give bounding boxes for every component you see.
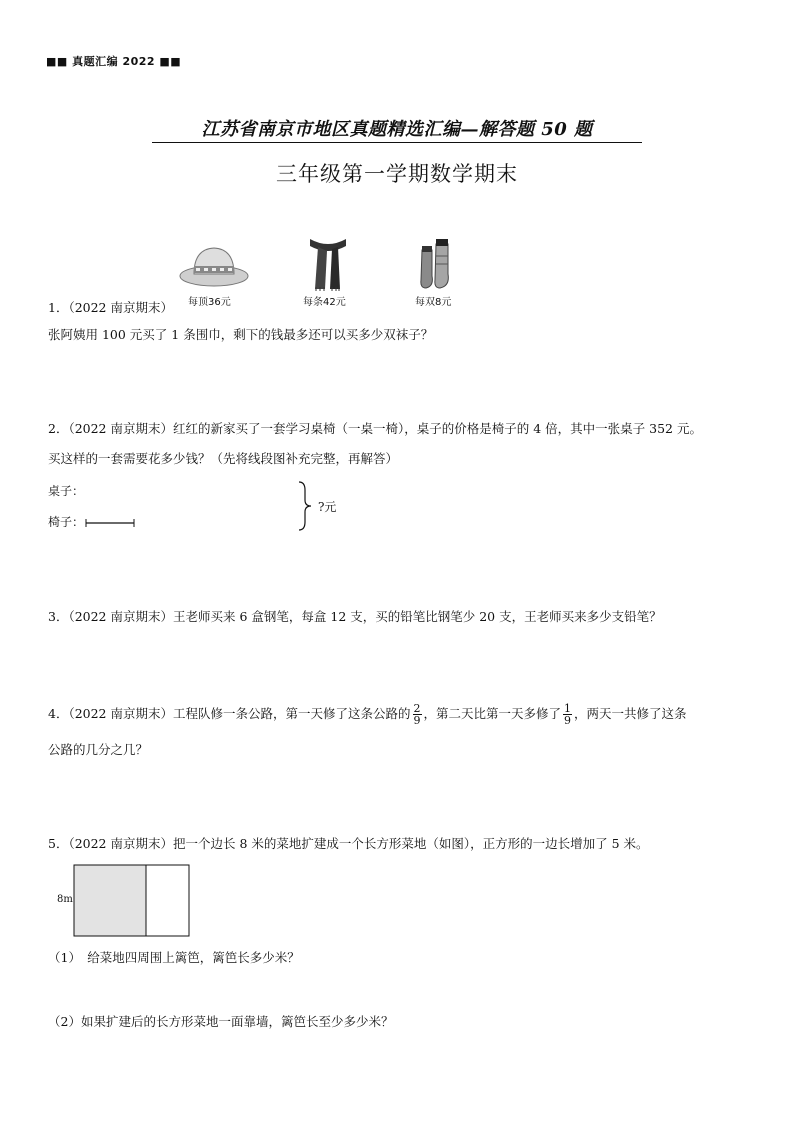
socks-price: 每双8元 [415,297,452,308]
q1-text: 张阿姨用 100 元买了 1 条围巾，剩下的钱最多还可以买多少双袜子？ [48,327,434,342]
total-brace [296,480,314,532]
q2-line1: 2．（2022 南京期末）红红的新家买了一套学习桌椅（一桌一椅），桌子的价格是椅子的 4 倍，其中一张桌子 352 元。 [48,421,702,436]
scarf-icon [306,235,350,293]
q2-line2: 买这样的一套需要花多少钱？（先将线段图补充完整，再解答） [48,451,399,466]
q4-part2: ，第二天比第一天多修了 [423,706,562,721]
document-title: 江苏省南京市地区真题精选汇编—解答题 50 题 [152,115,642,143]
q4-part1: 4．（2022 南京期末）工程队修一条公路，第一天修了这条公路的 [48,706,411,721]
q5-sub1: （1） 给菜地四周围上篱笆，篱笆长多少米？ [48,950,300,965]
q2-total-label: ?元 [318,500,337,514]
garden-diagram [73,864,191,938]
hat-icon [178,243,250,289]
q3-text: 3．（2022 南京期末）王老师买来 6 盒钢笔，每盒 12 支，买的铅笔比钢笔少 20 支，王老师买来多少支铅笔？ [48,609,662,624]
chair-segment [84,518,138,528]
q4-part3: ，两天一共修了这条 [574,706,687,721]
hat-price: 每顶36元 [188,297,231,308]
q2-desk-label: 桌子： [48,484,85,498]
q1-source: 1．（2022 南京期末） [48,300,173,315]
socks-icon [418,236,458,292]
q4-line1 [48,700,687,728]
q2-chair-label: 椅子： [48,515,85,529]
q4-fraction-1-9: $\frac{1}{9}$ [564,702,572,727]
q4-line2: 公路的几分之几？ [48,742,149,757]
q5-side-label: 8m [57,894,73,905]
q4-fraction-2-9: $\frac{2}{9}$ [413,702,421,727]
q5-text: 5．（2022 南京期末）把一个边长 8 米的菜地扩建成一个长方形菜地（如图），正方形的一边长增加了 5 米。 [48,836,649,851]
scarf-price: 每条42元 [303,297,346,308]
document-subtitle: 三年级第一学期数学期末 [276,162,518,186]
page-header: ■■ 真题汇编 2022 ■■ [46,55,182,68]
q5-sub2: （2）如果扩建后的长方形菜地一面靠墙，篱笆长至少多少米？ [48,1014,394,1029]
